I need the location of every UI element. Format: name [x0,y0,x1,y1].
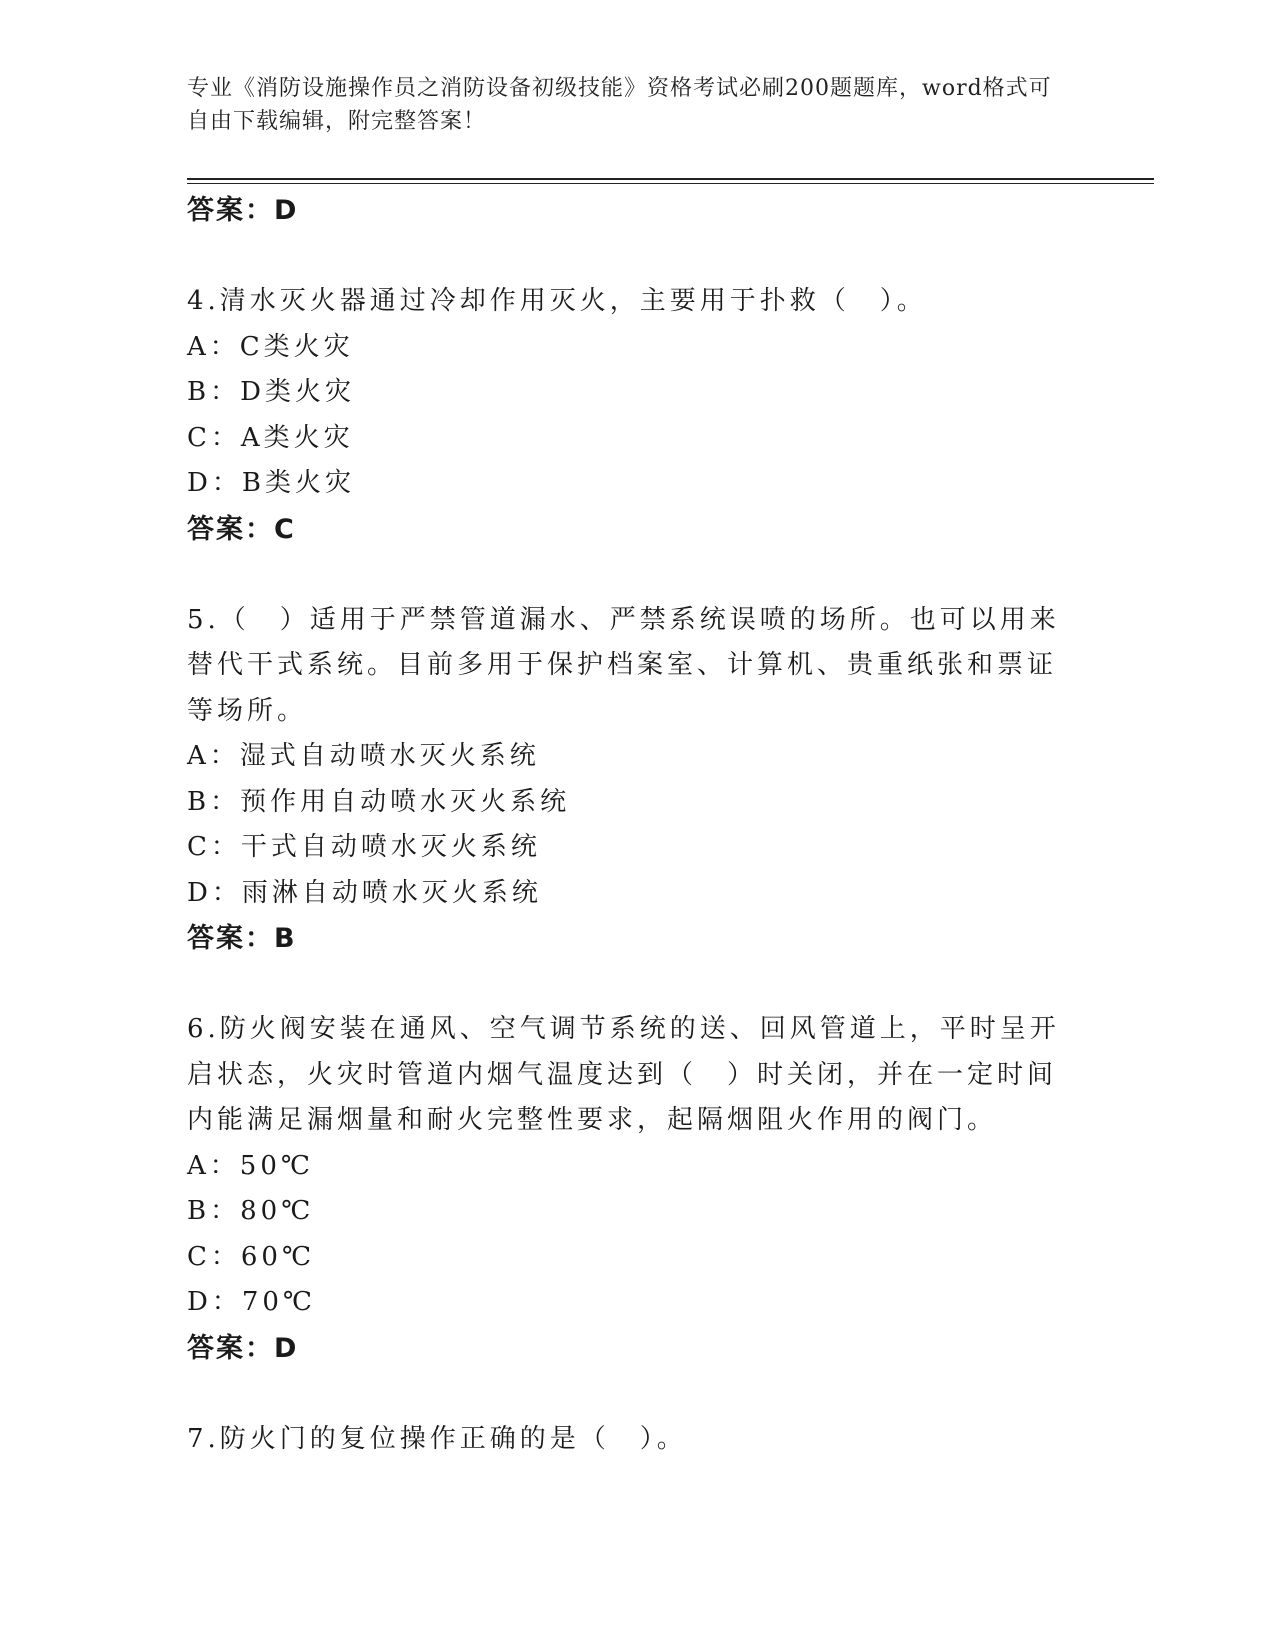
question-list [187,188,1067,1462]
option-b: B：80℃ [187,1196,315,1226]
spacer [187,1372,1067,1417]
question-block [187,1007,1067,1372]
answer-line: 答案：D [187,1332,299,1364]
answer-line: 答案：B [187,923,297,954]
option-a: A：C类火灾 [187,331,354,362]
question-stem: 4.清水灭火器通过冷却作用灭火，主要用于扑救（ ）。 [187,286,927,316]
option-c: C：60℃ [187,1241,316,1272]
option-c: C：干式自动喷水灭火系统 [187,832,541,862]
answer-line: 答案：D [187,195,299,226]
question-stem: 5.（ ）适用于严禁管道漏水、严禁系统误喷的场所。也可以用来替代干式系统。目前多用于保护档案室、计算机、贵重纸张和票证等场所。 [187,604,1060,726]
question-block [187,598,1067,963]
answer-line: 答案：C [187,513,296,545]
option-c: C：A类火灾 [187,422,354,453]
option-d: D：70℃ [187,1287,317,1317]
spacer [187,553,1067,598]
document-header: 专业《消防设施操作员之消防设备初级技能》资格考试必刷200题题库，word格式可自由下载编辑，附完整答案！ [187,76,1052,134]
spacer [187,962,1067,1007]
header-rule-thick [187,178,1154,180]
option-a: A：50℃ [187,1150,314,1181]
question-block [187,1417,1067,1463]
question-stem: 7.防火门的复位操作正确的是（ ）。 [187,1423,687,1454]
option-a: A：湿式自动喷水灭火系统 [187,741,540,771]
question-block [187,279,1067,553]
option-b: B：D类火灾 [187,377,355,407]
option-b: B：预作用自动喷水灭火系统 [187,786,571,817]
spacer [187,234,1067,279]
option-d: D：雨淋自动喷水灭火系统 [187,877,542,908]
option-d: D：B类火灾 [187,468,355,498]
question-stem: 6.防火阀安装在通风、空气调节系统的送、回风管道上，平时呈开启状态，火灾时管道内烟气温度达到（ ）时关闭，并在一定时间内能满足漏烟量和耐火完整性要求，起隔烟阻火作用的阀门。 [187,1014,1060,1135]
header-rule-thin [187,183,1154,184]
